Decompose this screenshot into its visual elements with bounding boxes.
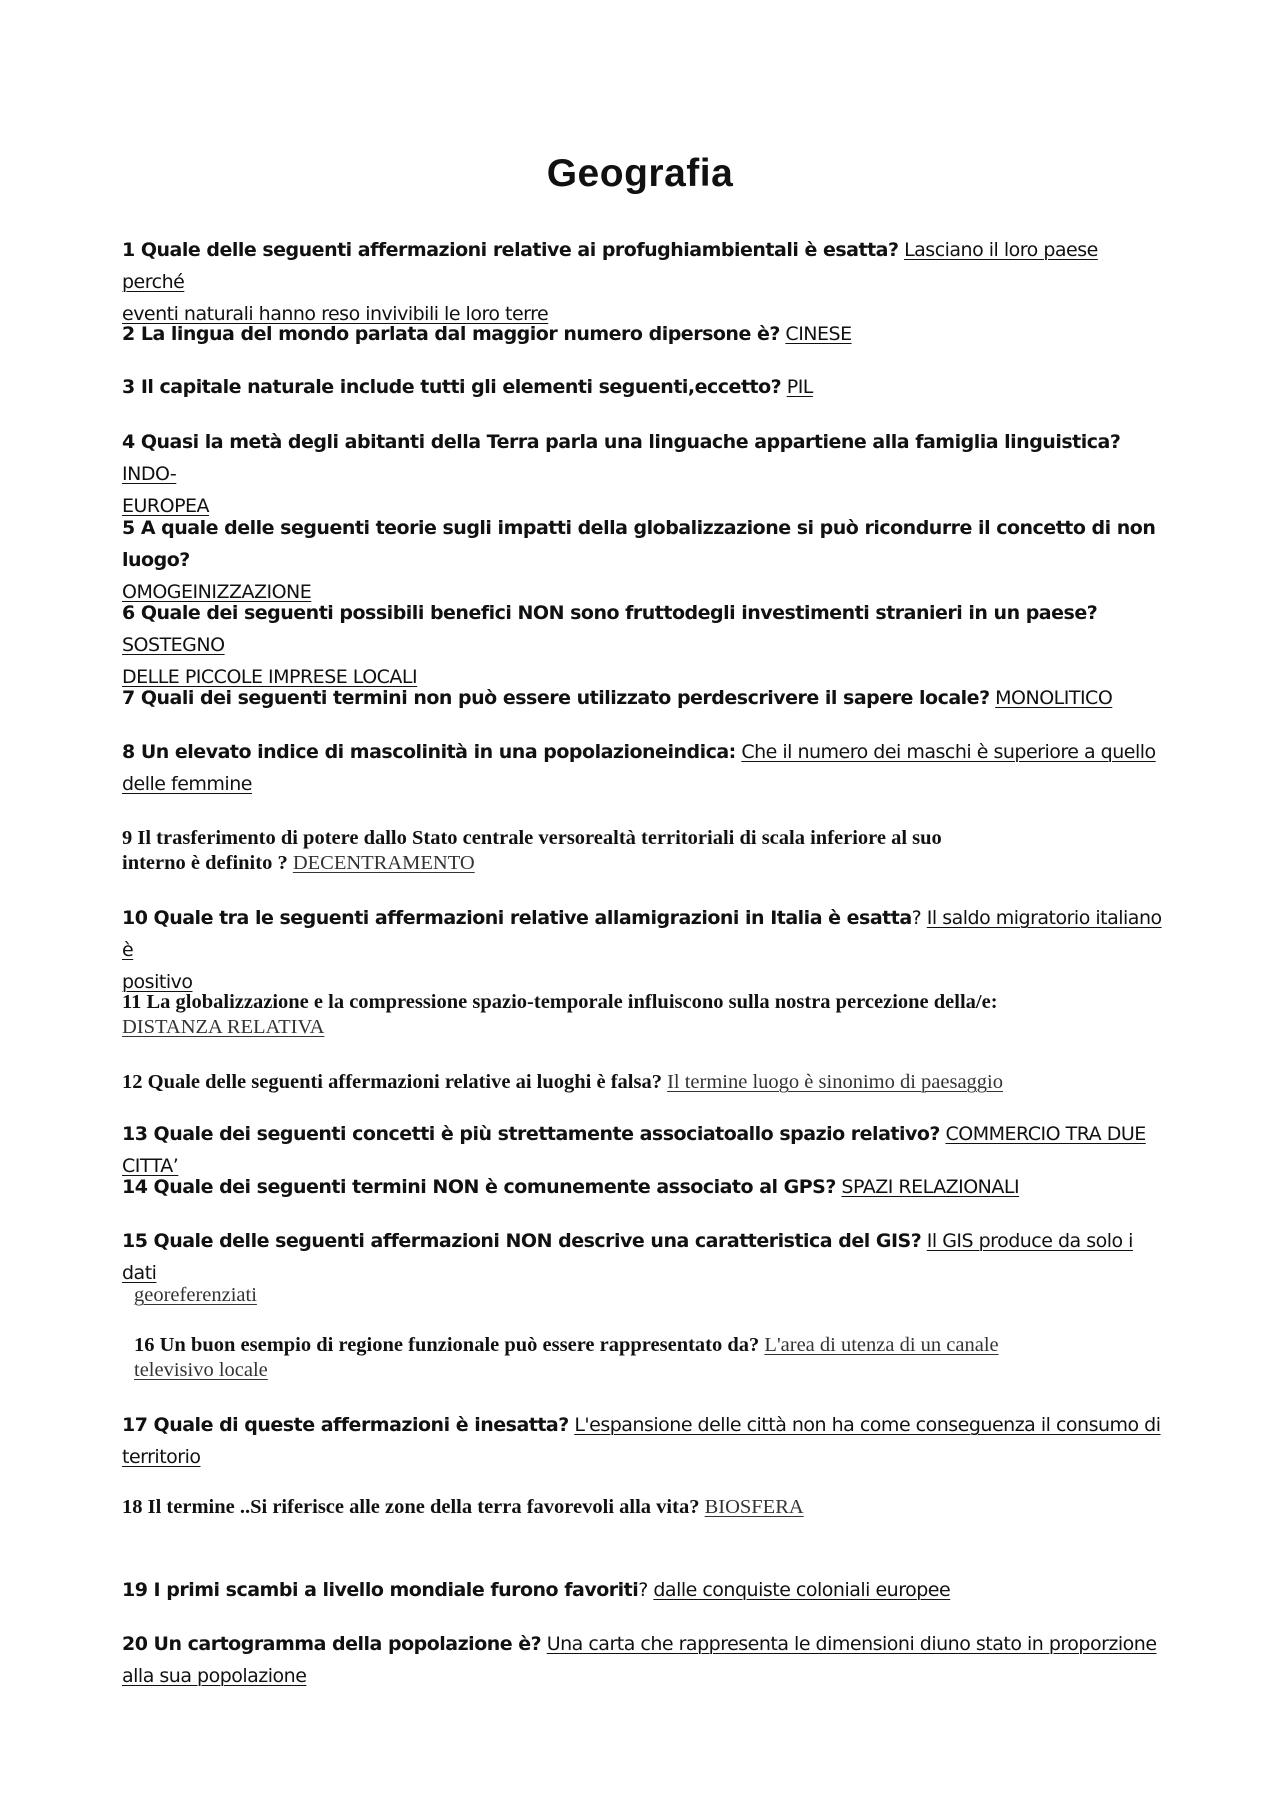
question-4: [122, 426, 1162, 522]
question-text: 5 A quale delle seguenti teorie sugli impatti della globalizzazione si può ricondurre il concetto di non luogo?: [122, 517, 1156, 571]
answer-text: Il GIS produce da solo i dati: [122, 1230, 1133, 1284]
question-12: [122, 1070, 1162, 1095]
question-15: [122, 1225, 1162, 1289]
question-19: 19 I primi scambi a livello mondiale furono favoriti? dalle conquiste coloniali europee: [122, 1579, 951, 1601]
answer-text: Il saldo migratorio italiano è: [122, 907, 1162, 961]
answer-text: MONOLITICO: [995, 687, 1113, 709]
question-8: [122, 736, 1162, 800]
question-2: [122, 318, 1162, 350]
question-text: 4 Quasi la metà degli abitanti della Terra parla una linguache appartiene alla famiglia linguistica?: [122, 431, 1121, 453]
answer-text-continued: DELLE PICCOLE IMPRESE LOCALI: [122, 666, 418, 688]
question-14: [122, 1171, 1162, 1203]
question-text: 3 Il capitale naturale include tutti gli elementi seguenti,eccetto?: [122, 376, 782, 398]
question-text: 6 Quale dei seguenti possibili benefici NON sono fruttodegli investimenti stranieri in un paese?: [122, 602, 1098, 624]
answer-text: OMOGEINIZZAZIONE: [122, 581, 312, 603]
answer-text: L'espansione delle città non ha come conseguenza il consumo di: [574, 1414, 1161, 1436]
question-text: 1 Quale delle seguenti affermazioni relative ai profughiambientali è esatta?: [122, 239, 899, 261]
question-text: 9 Il trasferimento di potere dallo Stato centrale versorealtà territoriali di scala inferiore al suo: [122, 827, 942, 849]
question-text: 20 Un cartogramma della popolazione è?: [122, 1633, 542, 1655]
answer-text: Il termine luogo è sinonimo di paesaggio: [667, 1071, 1004, 1093]
answer-text: SOSTEGNO: [122, 634, 225, 656]
question-text: 7 Quali dei seguenti termini non può essere utilizzato perdescrivere il sapere locale?: [122, 687, 990, 709]
question-9: [122, 826, 1162, 876]
answer-text: COMMERCIO TRA DUE CITTA’: [122, 1123, 1146, 1177]
answer-text-continued: positivo: [122, 971, 193, 993]
answer-text: PIL: [786, 376, 813, 398]
question-text: 17 Quale di queste affermazioni è inesatta?: [122, 1414, 569, 1436]
question-16: [134, 1333, 1174, 1383]
answer-text: DISTANZA RELATIVA: [122, 1016, 325, 1038]
question-7: [122, 682, 1162, 714]
question-text: 13 Quale dei seguenti concetti è più strettamente associatoallo spazio relativo?: [122, 1123, 940, 1145]
question-text: 11 La globalizzazione e la compressione spazio-temporale influiscono sulla nostra percezione della/e:: [122, 991, 998, 1013]
question-20: [122, 1628, 1162, 1692]
question-text: 16 Un buon esempio di regione funzionale può essere rappresentato da?: [134, 1334, 760, 1356]
question-text: 8 Un elevato indice di mascolinità in una popolazioneindica:: [122, 741, 736, 763]
answer-text-continued: alla sua popolazione: [122, 1665, 307, 1687]
answer-text-continued: televisivo locale: [134, 1359, 268, 1381]
answer-text-continued: EUROPEA: [122, 495, 210, 517]
answer-text-continued: territorio: [122, 1446, 201, 1468]
question-text: 10 Quale tra le seguenti affermazioni relative allamigrazioni in Italia è esatta: [122, 907, 912, 929]
question-18: [122, 1495, 1162, 1520]
answer-text: CINESE: [785, 323, 852, 345]
question-text: 15 Quale delle seguenti affermazioni NON descrive una caratteristica del GIS?: [122, 1230, 922, 1252]
answer-text: Che il numero dei maschi è superiore a quello: [741, 741, 1156, 763]
answer-text: BIOSFERA: [704, 1496, 804, 1518]
question-15-answer-continued: [134, 1283, 1174, 1308]
answer-text-continued: delle femmine: [122, 773, 252, 795]
question-text-continued: interno è definito ?: [122, 852, 288, 874]
question-11: [122, 990, 1162, 1040]
question-text: 12 Quale delle seguenti affermazioni relative ai luoghi è falsa?: [122, 1071, 662, 1093]
question-1: [122, 234, 1162, 330]
question-10: 10 Quale tra le seguenti affermazioni relative allamigrazioni in Italia è esatta? Il saldo migratorio italiano è positivo: [122, 907, 1162, 993]
question-text: 18 Il termine ..Si riferisce alle zone della terra favorevoli alla vita?: [122, 1496, 700, 1518]
answer-text-continued: eventi naturali hanno reso invivibili le loro terre: [122, 303, 549, 325]
question-3: [122, 371, 1162, 403]
page-title: Geografia: [546, 152, 734, 195]
question-6: [122, 597, 1162, 693]
answer-text: INDO-: [122, 463, 177, 485]
answer-text: Una carta che rappresenta le dimensioni diuno stato in proporzione: [546, 1633, 1157, 1655]
question-5: [122, 512, 1162, 608]
answer-text: SPAZI RELAZIONALI: [841, 1176, 1020, 1198]
question-text: 14 Quale dei seguenti termini NON è comunemente associato al GPS?: [122, 1176, 836, 1198]
answer-text: dalle conquiste coloniali europee: [653, 1579, 951, 1601]
answer-text: DECENTRAMENTO: [292, 852, 475, 874]
answer-text: Lasciano il loro paese perché: [122, 239, 1098, 293]
question-text: 2 La lingua del mondo parlata dal maggior numero dipersone è?: [122, 323, 780, 345]
question-17: [122, 1409, 1162, 1473]
answer-text-continued: georeferenziati: [134, 1284, 257, 1306]
question-text: 19 I primi scambi a livello mondiale furono favoriti: [122, 1579, 639, 1601]
answer-text: L'area di utenza di un canale: [764, 1334, 999, 1356]
